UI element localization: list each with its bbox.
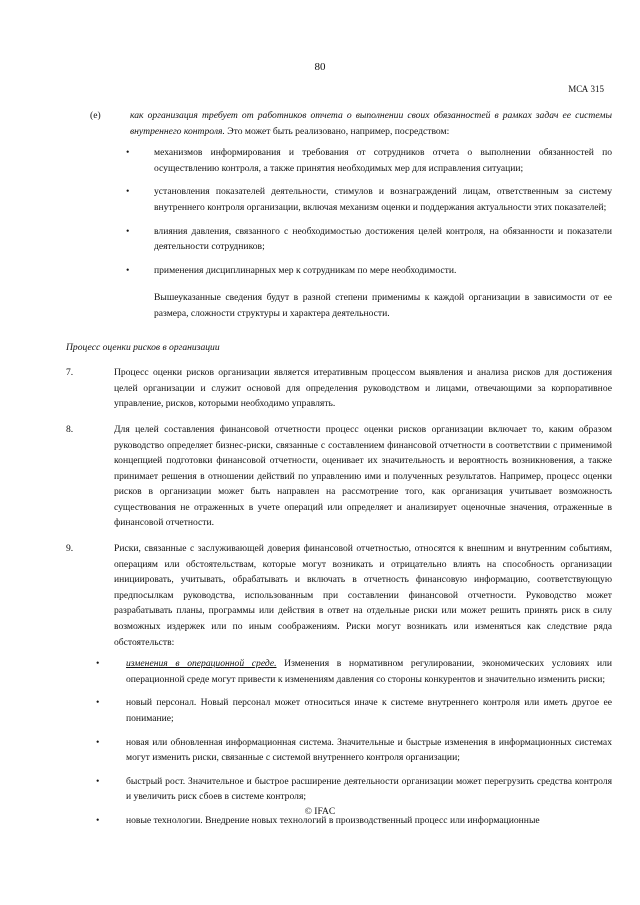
summary-text: Вышеуказанные сведения будут в разной степени применимы к каждой организации в зависимости от ее размера, сложности структуры и характера деятельности. bbox=[154, 292, 612, 319]
list-item: • новый персонал. Новый персонал может относиться иначе к системе внутреннего контроля или иметь другое ее понимание; bbox=[66, 695, 612, 726]
paragraph-9 bbox=[66, 541, 612, 837]
standard-reference: МСА 315 bbox=[568, 84, 604, 94]
list-item: • новые технологии. Внедрение новых технологий в производственный процесс или информационные bbox=[66, 813, 612, 829]
page-footer: © IFAC bbox=[304, 807, 336, 818]
subparagraph-italic-text: как организация требует от работников отчета о выполнении своих обязанностей в рамках задач ее системы внутреннего контроля. bbox=[130, 110, 612, 137]
paragraph-text: Процесс оценки рисков организации является итеративным процессом выявления и анализа рисков для достижения целей организации и служит основой для определения руководством и лицами, отвечающими за корпоративное управление, рисков, которыми необходимо управлять. bbox=[114, 367, 612, 410]
risk-bullet-list bbox=[66, 656, 612, 828]
document-body bbox=[66, 108, 612, 837]
list-item: • применения дисциплинарных мер к сотрудникам по мере необходимости. bbox=[66, 263, 612, 279]
list-item: • изменения в операционной среде. Изменения в нормативном регулировании, экономических условиях или операционной среде могут привести к изменениям давления со стороны конкурентов и значительно изменить риски; bbox=[66, 656, 612, 687]
list-item: • механизмов информирования и требования от сотрудников отчета о выполнении обязанностей по осуществлению контроля, а также принятия необходимых мер для исправления ситуации; bbox=[66, 145, 612, 176]
paragraph-8 bbox=[66, 422, 612, 531]
section-heading: Процесс оценки рисков в организации bbox=[66, 341, 220, 353]
bullet-icon: • bbox=[126, 147, 130, 159]
bullet-icon: • bbox=[96, 736, 100, 748]
list-item: • быстрый рост. Значительное и быстрое расширение деятельности организации может перегрузить средства контроля и увеличить риск сбоев в системе контроля; bbox=[66, 774, 612, 805]
page-number: 80 bbox=[314, 61, 326, 73]
paragraph-text: Риски, связанные с заслуживающей доверия финансовой отчетностью, относятся к внешним и внутренним событиям, операциям или обстоятельствам, которые могут возникать и отрицательно влиять на способность организации инициировать, учитывать, обрабатывать и включать в отчетность финансовую информацию, соответствующую предпосылкам руководства, использованным при составлении финансовой отчетности. Руководство может разрабатывать планы, программы или действия в ответ на отдельные риски или может решить принять риск в силу возможных издержек или по иным соображениям. Риски могут возникать или изменяться как следствие ряда обстоятельств: bbox=[114, 543, 612, 648]
paragraph-number: 9. bbox=[66, 543, 74, 555]
bullet-icon: • bbox=[126, 264, 130, 276]
subparagraph-text: Это может быть реализовано, например, посредством: bbox=[224, 125, 450, 137]
subparagraph-e bbox=[66, 108, 612, 139]
bullet-icon: • bbox=[96, 814, 100, 826]
paragraph-number: 7. bbox=[66, 367, 74, 379]
list-item: • установления показателей деятельности, стимулов и вознаграждений лицам, ответственным за систему внутреннего контроля организации, включая механизм оценки и поддержания актуальности этих показателей; bbox=[66, 184, 612, 215]
paragraph-number: 8. bbox=[66, 423, 74, 435]
bullet-icon: • bbox=[96, 697, 100, 709]
paragraph-7 bbox=[66, 365, 612, 412]
bullet-icon: • bbox=[96, 658, 100, 670]
list-item: • новая или обновленная информационная система. Значительные и быстрые изменения в информационных системах могут изменить риски, связанные с системой внутреннего контроля организации; bbox=[66, 735, 612, 766]
list-item: • влияния давления, связанного с необходимостью достижения целей контроля, на обязанности и показатели деятельности сотрудников; bbox=[66, 224, 612, 255]
subparagraph-label: (е) bbox=[90, 110, 101, 121]
bullet-icon: • bbox=[126, 186, 130, 198]
bullet-icon: • bbox=[96, 775, 100, 787]
bullet-icon: • bbox=[126, 225, 130, 237]
paragraph-text: Для целей составления финансовой отчетности процесс оценки рисков организации включает то, каким образом руководство определяет бизнес-риски, связанные с составлением финансовой отчетности в соответствии с применимой концепцией подготовки финансовой отчетности, оценивает их значительность и вероятность возникновения, а также принимает решения в отношении действий по управлению ими и полученных результатов. Например, процесс оценки рисков в организации может быть направлен на рассмотрение того, как организация учитывает возможность существования не отраженных в учете операций или определяет и анализирует оценочные значения, отраженные в финансовой отчетности. bbox=[114, 423, 612, 529]
subparagraph-bullet-list bbox=[66, 145, 612, 278]
